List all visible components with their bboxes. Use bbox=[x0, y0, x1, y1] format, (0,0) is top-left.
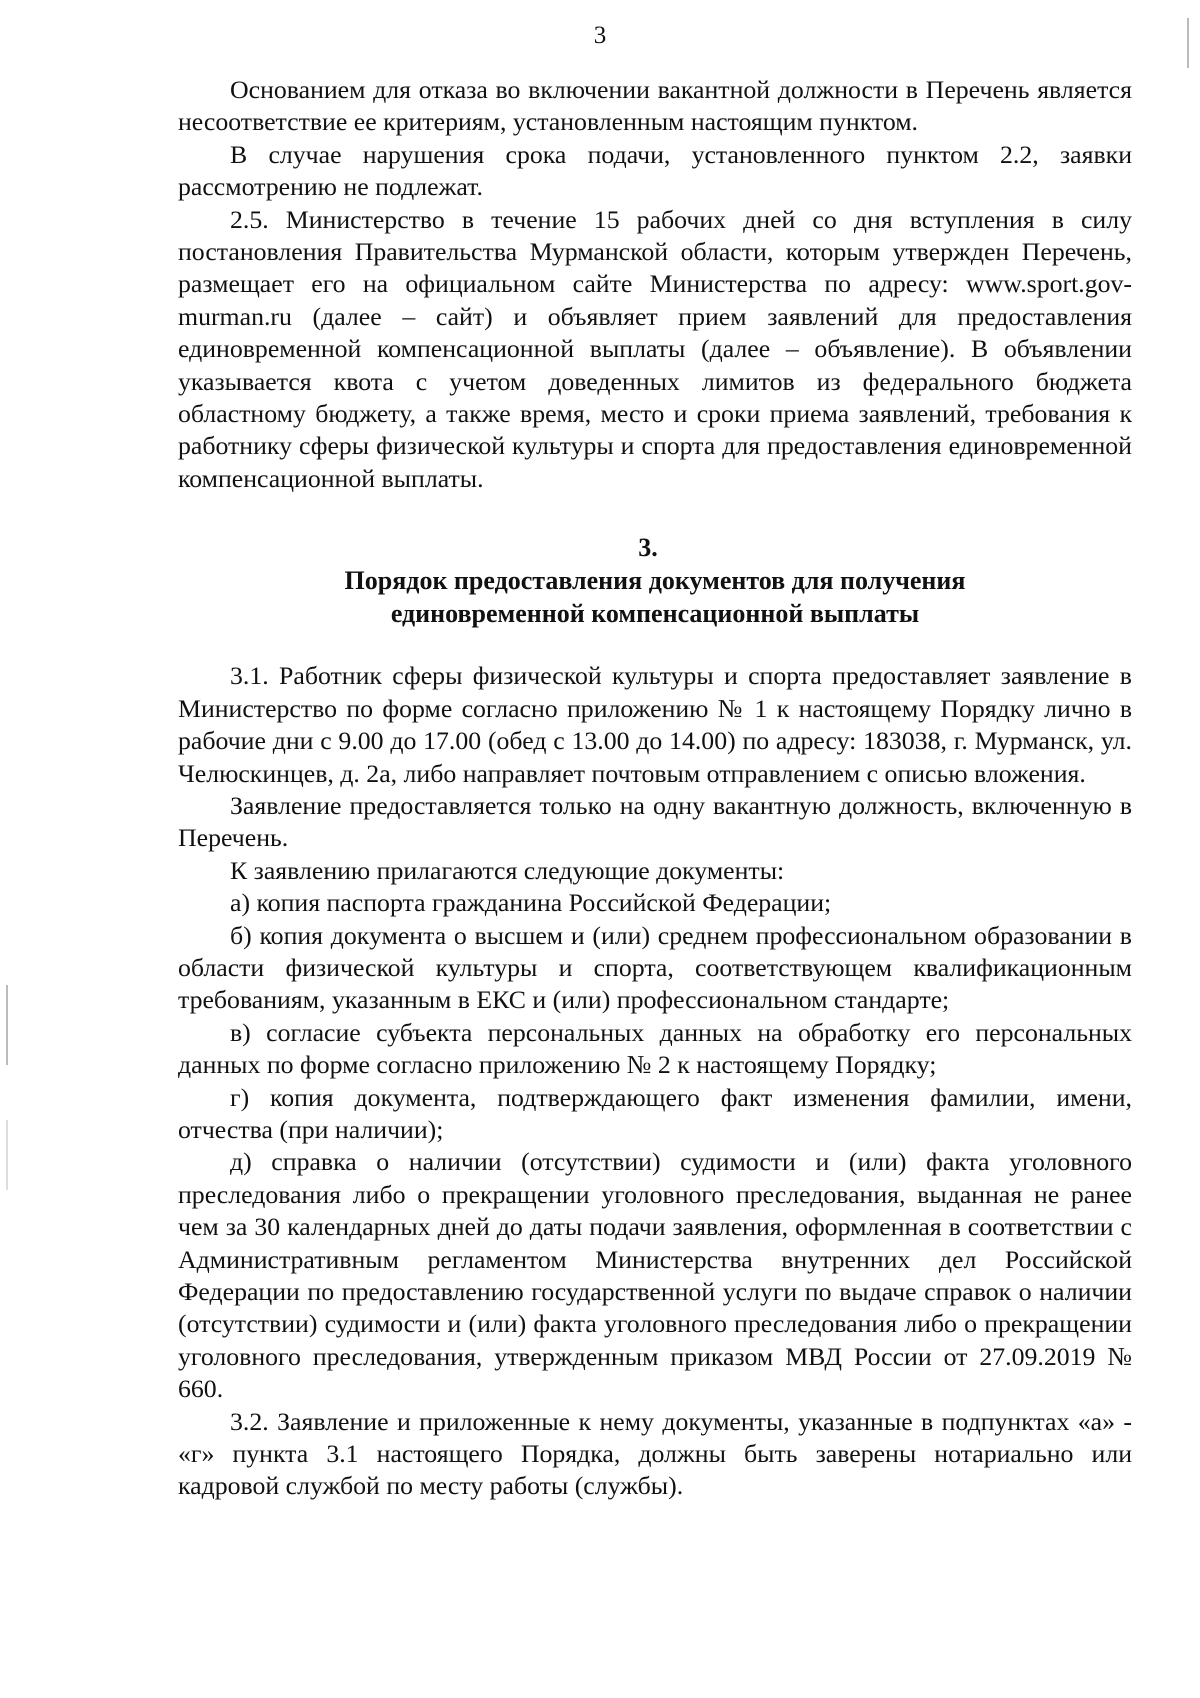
paragraph: 3.1. Работник сферы физической культуры и спорта предоставляет заявление в Министерство по форме согласно приложению № 1 к настоящему Порядку лично в рабочие дни с 9.00 до 17.00 (обед с 13.00 до 14.00) по адресу: 183038, г. Мурманск, ул. Челюскинцев, д. 2а, либо направляет почтовым отправлением с описью вложения. bbox=[178, 661, 1132, 788]
scan-edge-mark bbox=[6, 1120, 8, 1190]
scan-edge-mark bbox=[6, 985, 8, 1065]
paragraph: В случае нарушения срока подачи, установленного пунктом 2.2, заявки рассмотрению не подлежат. bbox=[178, 139, 1132, 202]
paragraph: 2.5. Министерство в течение 15 рабочих дней со дня вступления в силу постановления Правительства Мурманской области, которым утвержден Перечень, размещает его на официальном сайте Министерства по адресу: www.sport.gov-murman.ru (далее – сайт) и объявляет прием заявлений для предоставления единовременной компенсационной выплаты (далее – объявление). В объявлении указывается квота с учетом доведенных лимитов из федерального бюджета областному бюджету, а также время, место и сроки приема заявлений, требования к работнику сферы физической культуры и спорта для предоставления единовременной компенсационной выплаты. bbox=[178, 204, 1132, 493]
list-item: а) копия паспорта гражданина Российской Федерации; bbox=[230, 888, 832, 918]
document-body bbox=[178, 74, 1132, 1503]
section-heading bbox=[178, 531, 1132, 630]
section-heading-line-2: единовременной компенсационной выплаты bbox=[390, 599, 920, 629]
list-item: д) справка о наличии (отсутствии) судимости и (или) факта уголовного преследования либо о прекращении уголовного преследования, выданная не ранее чем за 30 календарных дней до даты подачи заявления, оформленная в соответствии с Административным регламентом Министерства внутренних дел Российской Федерации по предоставлению государственной услуги по выдаче справок о наличии (отсутствии) судимости и (или) факта уголовного преследования либо о прекращении уголовного преследования, утвержденным приказом МВД России от 27.09.2019 № 660. bbox=[178, 1147, 1132, 1404]
scan-edge-mark bbox=[1187, 18, 1189, 68]
page-number: 3 bbox=[593, 22, 607, 49]
section-heading-line-1 bbox=[178, 531, 1132, 597]
section-number: 3. bbox=[638, 533, 658, 563]
section-title-text-1: Порядок предоставления документов для получения bbox=[344, 566, 966, 596]
list-item: б) копия документа о высшем и (или) среднем профессиональном образовании в области физической культуры и спорта, соответствующем квалификационным требованиям, указанным в ЕКС и (или) профессиональном стандарте; bbox=[178, 920, 1132, 1015]
paragraph: Основанием для отказа во включении вакантной должности в Перечень является несоответствие ее критериям, установленным настоящим пунктом. bbox=[178, 75, 1132, 137]
list-item: в) согласие субъекта персональных данных на обработку его персональных данных по форме согласно приложению № 2 к настоящему Порядку; bbox=[178, 1017, 1132, 1080]
list-item: г) копия документа, подтверждающего факт изменения фамилии, имени, отчества (при наличии); bbox=[178, 1082, 1132, 1144]
paragraph: Заявление предоставляется только на одну вакантную должность, включенную в Перечень. bbox=[178, 790, 1132, 853]
paragraph: К заявлению прилагаются следующие документы: bbox=[230, 855, 785, 885]
paragraph: 3.2. Заявление и приложенные к нему документы, указанные в подпунктах «а» - «г» пункта 3.1 настоящего Порядка, должны быть заверены нотариально или кадровой службой по месту работы (службы). bbox=[178, 1406, 1132, 1501]
